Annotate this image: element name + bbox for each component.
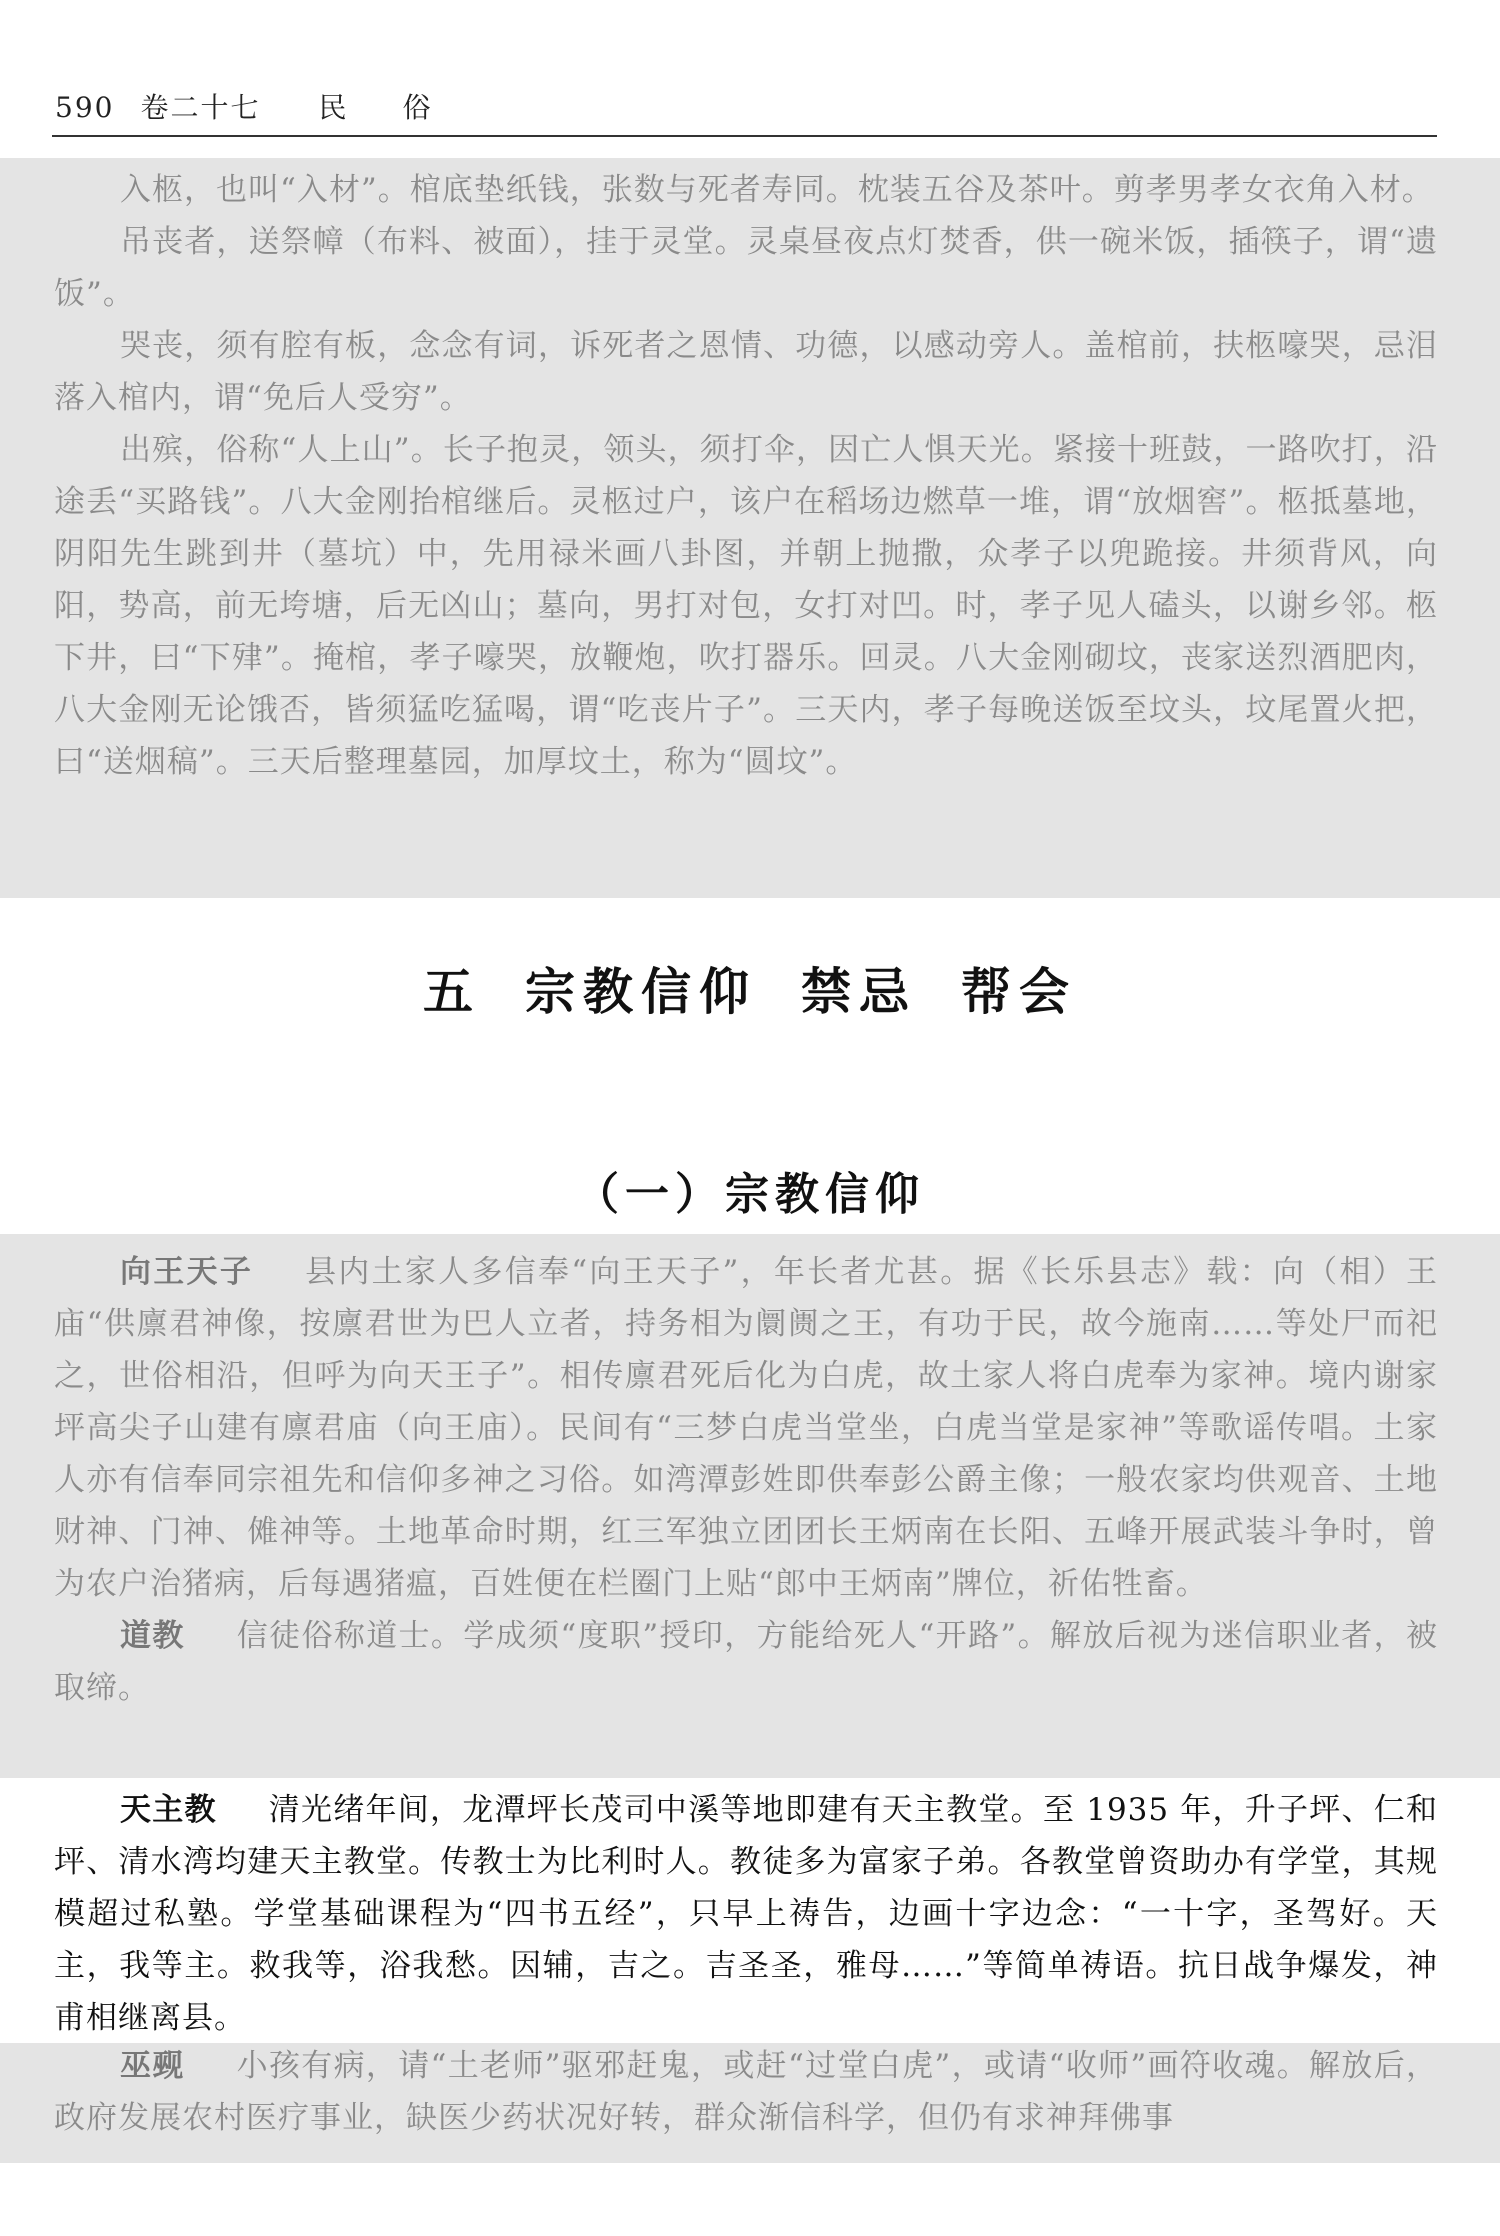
entry-term: 向王天子 (120, 1254, 254, 1290)
section-title-part: 禁忌 (801, 963, 917, 1021)
religion-entries-text (54, 1246, 1438, 1714)
volume-label: 卷二十七 (140, 91, 261, 124)
shamanism-entry (54, 2040, 1438, 2144)
entry-paragraph (54, 1246, 1438, 1610)
subsection-title: （一）宗教信仰 (575, 1169, 925, 1220)
page-number: 590 (55, 91, 115, 124)
entry-paragraph (54, 1610, 1438, 1714)
entry-text: 小孩有病，请“土老师”驱邪赶鬼，或赶“过堂白虎”，或请“收师”画符收魂。解放后，政府发展农村医疗事业，缺医少药状况好转，群众渐信科学，但仍有求神拜佛事 (54, 2048, 1439, 2136)
paragraph: 吊丧者，送祭幛（布料、被面），挂于灵堂。灵桌昼夜点灯焚香，供一碗米饭，插筷子，谓“遗饭”。 (54, 224, 1438, 312)
chapter-label-b: 俗 (402, 91, 433, 124)
entry-term: 巫觋 (120, 2048, 185, 2084)
entry-text: 清光绪年间，龙潭坪长茂司中溪等地即建有天主教堂。至 1935 年，升子坪、仁和坪、清水湾均建天主教堂。传教士为比利时人。教徒多为富家子弟。各教堂曾资助办有学堂，其规模超过私塾。学堂基础课程为“四书五经”，只早上祷告，边画十字边念：“一十字，圣驾好。天主，我等主。救我等，浴我愁。因辅，吉之。吉圣圣，雅母……”等简单祷语。抗日战争爆发，神甫相继离县。 (54, 1792, 1438, 2036)
entry-paragraph (54, 1784, 1438, 2044)
paragraph: 出殡，俗称“人上山”。长子抱灵，领头，须打伞，因亡人惧天光。紧接十班鼓，一路吹打，沿途丢“买路钱”。八大金刚抬棺继后。灵柩过户，该户在稻场边燃草一堆，谓“放烟窖”。柩抵墓地，阴阳先生跳到井（墓坑）中，先用禄米画八卦图，并朝上抛撒，众孝子以兜跪接。井须背风，向阳，势高，前无垮塘，后无凶山；墓向，男打对包，女打对凹。时，孝子见人磕头，以谢乡邻。柩下井，曰“下肂”。掩棺，孝子嚎哭，放鞭炮，吹打器乐。回灵。八大金刚砌坟，丧家送烈酒肥肉，八大金刚无论饿否，皆须猛吃猛喝，谓“吃丧片子”。三天内，孝子每晚送饭至坟头，坟尾置火把，曰“送烟稿”。三天后整理墓园，加厚坟土，称为“圆坟”。 (54, 432, 1438, 780)
section-number: 五 (423, 963, 481, 1021)
entry-paragraph (54, 2040, 1438, 2144)
entry-text: 信徒俗称道士。学成须“度职”授印，方能给死人“开路”。解放后视为迷信职业者，被取缔。 (54, 1618, 1439, 1706)
entry-term: 道教 (120, 1618, 185, 1654)
entry-term: 天主教 (120, 1792, 217, 1828)
running-header (55, 86, 1435, 126)
section-title (0, 952, 1500, 1024)
paragraph: 哭丧，须有腔有板，念念有词，诉死者之恩情、功德，以感动旁人。盖棺前，扶柩嚎哭，忌泪落入棺内，谓“免后人受穷”。 (54, 328, 1438, 416)
section-title-part: 宗教信仰 (525, 963, 757, 1021)
entry-text: 县内土家人多信奉“向王天子”，年长者尤甚。据《长乐县志》载：向（相）王庙“供廪君神像，按廪君世为巴人立者，持务相为阛阓之王，有功于民，故今施南……等处尸而祀之，世俗相沿，但呼为向天王子”。相传廪君死后化为白虎，故土家人将白虎奉为家神。境内谢家坪高尖子山建有廪君庙（向王庙）。民间有“三梦白虎当堂坐，白虎当堂是家神”等歌谣传唱。土家人亦有信奉同宗祖先和信仰多神之习俗。如湾潭彭姓即供奉彭公爵主像；一般农家均供观音、土地财神、门神、傩神等。土地革命时期，红三军独立团团长王炳南在长阳、五峰开展武装斗争时，曾为农户治猪病，后每遇猪瘟，百姓便在栏圈门上贴“郎中王炳南”牌位，祈佑牲畜。 (54, 1254, 1438, 1602)
catholicism-entry (54, 1784, 1438, 2044)
paragraph: 入柩，也叫“入材”。棺底垫纸钱，张数与死者寿同。枕装五谷及茶叶。剪孝男孝女衣角入材。 (120, 172, 1434, 208)
header-rule (52, 135, 1437, 137)
funeral-customs-text (54, 164, 1438, 788)
section-title-part: 帮会 (961, 963, 1077, 1021)
chapter-label-a: 民 (318, 91, 349, 124)
